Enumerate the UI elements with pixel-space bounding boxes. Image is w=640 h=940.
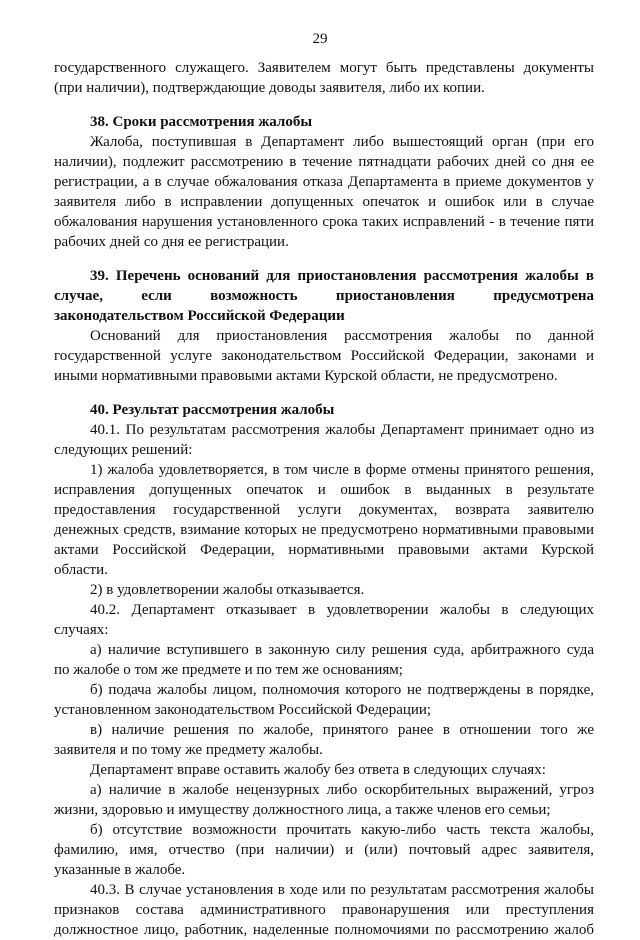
text-line: актами Российской Федерации, нормативными правовыми актами Курской (54, 542, 594, 558)
text-line: исправления допущенных опечаток и ошибок в выданных в результате (54, 482, 594, 498)
text-line: наличии), подлежит рассмотрению в течение пятнадцати рабочих дней со дня ее (54, 154, 594, 170)
text-line: 40.2. Департамент отказывает в удовлетворении жалобы в следующих (90, 602, 594, 618)
text-line: установленном законодательством Российской Федерации; (54, 702, 432, 718)
text-line: иными нормативными правовыми актами Курской области, не предусмотрено. (54, 368, 558, 384)
section-heading-39: законодательством Российской Федерации (54, 308, 345, 324)
text-line: 1) жалоба удовлетворяется, в том числе в форме отмены принятого решения, (90, 462, 594, 478)
text-line: рабочих дней со дня ее регистрации. (54, 234, 289, 250)
text-line: заявителя либо в исправлении допущенных опечаток и ошибок или в случае (54, 194, 594, 210)
text-line: Жалоба, поступившая в Департамент либо вышестоящий орган (при его (90, 134, 594, 150)
text-line: следующих решений: (54, 442, 193, 458)
text-line: денежных средств, взимание которых не предусмотрено нормативными правовыми (54, 522, 594, 538)
text-line: жизни, здоровью и имуществу должностного лица, а также членов его семьи; (54, 802, 551, 818)
text-line: в) наличие решения по жалобе, принятого ранее в отношении того же (90, 722, 594, 738)
text-line: а) наличие в жалобе нецензурных либо оскорбительных выражений, угроз (90, 782, 594, 798)
text-line: регистрации, а в случае обжалования отказа Департамента в приеме документов у (54, 174, 594, 190)
text-line: области. (54, 562, 108, 578)
text-line: по жалобе о том же предмете и по тем же основаниям; (54, 662, 403, 678)
text-line: заявителя и по тому же предмету жалобы. (54, 742, 323, 758)
text-line: Департамент вправе оставить жалобу без ответа в следующих случаях: (90, 762, 546, 778)
text-line: фамилию, имя, отчество (при наличии) и (или) почтовый адрес заявителя, (54, 842, 594, 858)
text-line: а) наличие вступившего в законную силу решения суда, арбитражного суда (90, 642, 594, 658)
page-number: 29 (312, 31, 328, 47)
text-line: должностное лицо, работник, наделенные полномочиями по рассмотрению жалоб (54, 922, 594, 938)
section-heading-40: 40. Результат рассмотрения жалобы (90, 402, 335, 418)
text-line: 40.1. По результатам рассмотрения жалобы Департамент принимает одно из (90, 422, 594, 438)
text-line: обжалования нарушения установленного срока таких исправлений - в течение пяти (54, 214, 594, 230)
text-line: государственной услуге законодательством Российской Федерации, законами и (54, 348, 594, 364)
text-line: государственного служащего. Заявителем могут быть представлены документы (54, 60, 594, 76)
section-heading-38: 38. Сроки рассмотрения жалобы (90, 114, 313, 130)
document-body (54, 58, 594, 940)
text-line: Оснований для приостановления рассмотрения жалобы по данной (90, 328, 594, 344)
text-line: 2) в удовлетворении жалобы отказывается. (90, 582, 365, 598)
section-heading-39: 39. Перечень оснований для приостановления рассмотрения жалобы в (90, 268, 594, 284)
text-line: указанные в жалобе. (54, 862, 186, 878)
section-heading-39: случае, если возможность приостановления предусмотрена (54, 288, 594, 304)
text-line: (при наличии), подтверждающие доводы заявителя, либо их копии. (54, 80, 485, 96)
text-line: случаях: (54, 622, 109, 638)
text-line: признаков состава административного правонарушения или преступления (54, 902, 594, 918)
text-line: б) подача жалобы лицом, полномочия которого не подтверждены в порядке, (90, 682, 594, 698)
text-line: б) отсутствие возможности прочитать какую-либо часть текста жалобы, (90, 822, 594, 838)
text-line: предоставления государственной услуги документах, возврата заявителю (54, 502, 594, 518)
text-line: 40.3. В случае установления в ходе или по результатам рассмотрения жалобы (90, 882, 594, 898)
